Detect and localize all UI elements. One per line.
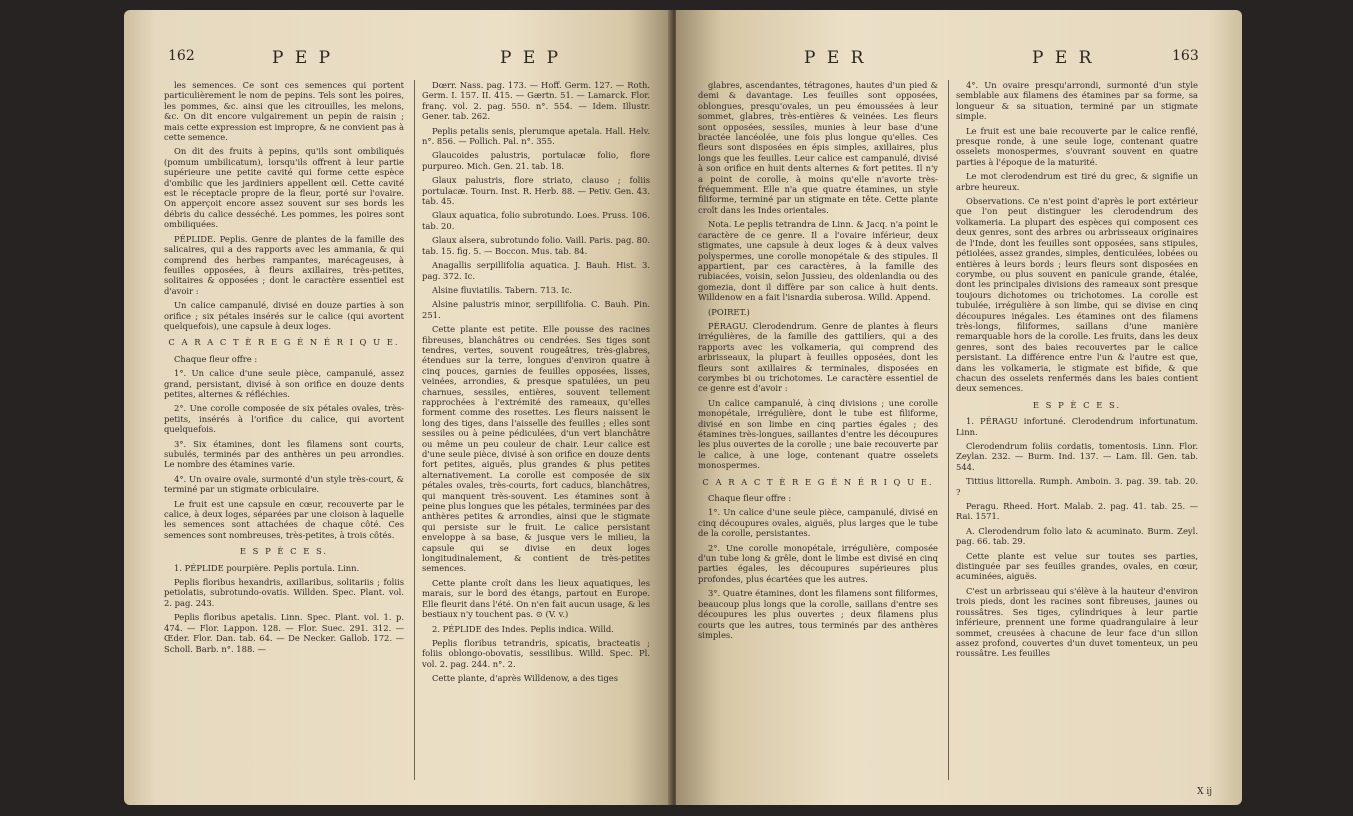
left-running-head-1: P E P xyxy=(272,48,334,68)
paragraph: E S P È C E S. xyxy=(239,546,329,557)
paragraph: 3°. Quatre étamines, dont les filamens sont filiformes, beaucoup plus longs que la corolle, saillans d'entre ses découpures les plus ouvertes ; deux filamens plus courts que les autres, tous terminés par des anthères simples. xyxy=(698,588,938,640)
right-column-2 xyxy=(956,80,1198,663)
paragraph: Nota. Le peplis tetrandra de Linn. & Jacq. n'a point le caractère de ce genre. Il a l'ovaire inférieur, deux stigmates, une capsule à deux loges & à deux valves polyspermes, une corolle monopétale & des stipules. Il appartient, par ces caractères, à la famille des rubiacées, voisin, selon Jussieu, des oldenlandia ou des gomezia, dont il diffère par son calice à huit dents. Willdenow en a fait l'isnardia suberosa. Willd. Append. xyxy=(698,219,938,303)
paragraph: 4°. Un ovaire ovale, surmonté d'un style très-court, & terminé par un stigmate orbiculaire. xyxy=(164,473,404,495)
paragraph: les semences. Ce sont ces semences qui portent particulièrement le nom de pepins. Tels sont les poires, les pommes, &c. ainsi que les citrouilles, les melons, &c. On dit encore vulgairement un pepin de raisin ; mais cette expression est impropre, & ne convient pas à cette semence. xyxy=(164,80,404,143)
paragraph: E S P È C E S. xyxy=(1032,399,1122,410)
right-page xyxy=(676,10,1242,805)
paragraph: Glaucoides palustris, portulacæ folio, flore purpureo. Mich. Gen. 21. tab. 18. xyxy=(422,150,650,171)
paragraph: Peplis floribus apetalis. Linn. Spec. Plant. vol. 1. p. 474. — Flor. Lappon. 128. — Flor. Suec. 291. 312. — Œder. Flor. Dan. tab. 64. — De Necker. Gallob. 172. — Scholl. Barb. n°. 188. — xyxy=(164,612,404,654)
paragraph: PÉPLIDE. Peplis. Genre de plantes de la famille des salicaires, qui a des rapports avec les ammania, & qui comprend des herbes rampantes, marécageuses, à feuilles opposées, à fleurs axillaires, très-petites, solitaires & opposées ; dont le caractère essentiel est d'avoir : xyxy=(164,233,404,296)
paragraph: Chaque fleur offre : xyxy=(708,493,792,504)
paragraph: 1°. Un calice d'une seule pièce, campanulé, divisé en cinq découpures ovales, aiguës, plus larges que le tube de la corolle, persistantes. xyxy=(698,507,938,539)
paragraph: Glaux palustris, flore striato, clauso ; foliis portulacæ. Tourn. Inst. R. Herb. 88. — Petiv. Gen. 43. tab. 45. xyxy=(422,175,650,207)
paragraph: glabres, ascendantes, tétragones, hautes d'un pied & demi & davantage. Les feuilles sont opposées, oblongues, presqu'ovales, un peu émoussées à leur sommet, glabres, très-entières & veinées. Les fleurs sont opposées, sessiles, munies à leur base d'une bractée lancéolée, une fois plus longue qu'elles. Ces fleurs sont disposées en épis simples, axillaires, plus longs que les feuilles. Leur calice est campanulé, divisé à son orifice en huit dents alternes & fort petites. Il n'y a point de corolle, à moins qu'elle n'avorte très-fréquemment. Elle n'a que quatre étamines, un style filiforme, terminé par un stigmate en tête. Cette plante croît dans les Indes orientales. xyxy=(698,80,938,215)
paragraph: 2. PÉPLIDE des Indes. Peplis indica. Willd. xyxy=(432,623,614,634)
paragraph: 1°. Un calice d'une seule pièce, campanulé, assez grand, persistant, divisé à son orifice en douze dents petites, alternes & réfléchies. xyxy=(164,368,404,399)
column-rule xyxy=(414,80,415,780)
right-page-number: 163 xyxy=(1172,48,1199,64)
paragraph: Alsine palustris minor, serpillifolia. C. Bauh. Pin. 251. xyxy=(422,299,650,320)
right-column-1 xyxy=(698,80,938,644)
paragraph: (POIRET.) xyxy=(708,306,750,317)
left-running-head-2: P E P xyxy=(500,48,562,68)
paragraph: Le mot clerodendrum est tiré du grec, & signifie un arbre heureux. xyxy=(956,171,1198,192)
paragraph: Glaux aquatica, folio subrotundo. Loes. Pruss. 106. tab. 20. xyxy=(422,210,650,231)
left-column-2 xyxy=(422,80,650,688)
paragraph: A. Clerodendrum folio lato & acuminato. Burm. Zeyl. pag. 66. tab. 29. xyxy=(956,525,1198,547)
left-column-1 xyxy=(164,80,404,658)
paragraph: 3°. Six étamines, dont les filamens sont courts, subulés, terminés par des anthères un peu arrondies. Le nombre des étamines varie. xyxy=(164,438,404,470)
paragraph: Le fruit est une capsule en cœur, recouverte par le calice, à deux loges, séparées par une cloison à laquelle les semences sont attachées de chaque côté. Ces semences sont nombreuses, très-petites, à trois côtés. xyxy=(164,498,404,540)
paragraph: Cette plante est velue sur toutes ses parties, distinguée par ses feuilles grandes, ovales, en cœur, acuminées, aiguës. xyxy=(956,550,1198,582)
paragraph: Observations. Ce n'est point d'après le port extérieur que l'on peut distinguer les clerodendrum des volkameria. La plupart des espèces qui composent ces deux genres, sont des arbres ou arbrisseaux originaires de l'Inde, dont les feuilles sont opposées, sans stipules, pétiolées, assez grandes, simples, denticulées, lobées ou entières à leurs bords ; leurs fleurs sont disposées en corymbe, ou plus souvent en panicule grande, étalée, dont les principales divisions des rameaux sont presque toujours dichotomes ou trichotomes. La corolle est tubulée, irrégulière à son limbe, qui se divise en cinq découpures inégales. Les étamines ont des filamens très-longs, filiformes, saillans d'une manière remarquable hors de la corolle. Les fruits, dans les deux genres, sont des baies recouvertes par le calice persistant. La différence entre l'un & l'autre est que, dans les volkameria, le stigmate est bifide, & que chacun des osselets renfermés dans les baies contient deux semences. xyxy=(956,196,1198,394)
paragraph: 1. PÉRAGU infortuné. Clerodendrum infortunatum. Linn. xyxy=(956,416,1198,437)
paragraph: C A R A C T È R E G É N É R I Q U E. xyxy=(702,476,934,487)
paragraph: Alsine fluviatilis. Tabern. 713. Ic. xyxy=(432,284,573,295)
paragraph: PÉRAGU. Clerodendrum. Genre de plantes à fleurs irrégulières, de la famille des gattiliers, qui a des rapports avec les volkameria, qui comprend des arbrisseaux, la plupart à feuilles opposées, dont les fleurs sont axillaires & terminales, disposées en corymbes bi ou trichotomes. Le caractère essentiel de ce genre est d'avoir : xyxy=(698,320,938,394)
paragraph: On dit des fruits à pepins, qu'ils sont ombiliqués (pomum umbilicatum), lorsqu'ils offrent à leur partie supérieure une petite cavité qui forme cette espèce d'ombilic que les jardiniers appellent œil. Cette cavité est le réceptacle propre de la fleur, porté sur l'ovaire. On apperçoit encore assez souvent sur ses bords les débris du calice desséché. Les pommes, les poires sont ombiliquées. xyxy=(164,146,404,230)
paragraph: Cette plante est petite. Elle pousse des racines fibreuses, blanchâtres ou cendrées. Ses tiges sont tendres, vertes, souvent rougeâtres, très-glabres, étendues sur la terre, longues d'environ quatre à cinq pouces, garnies de feuilles opposées, lisses, veinées, arrondies, & presque spatulées, un peu charnues, sessiles, entières, souvent tellement rapprochées à l'extrémité des rameaux, qu'elles forment comme des rosettes. Les fleurs naissent le long des tiges, dans l'aisselle des feuilles ; elles sont sessiles ou à peine pédiculées, d'un vert blanchâtre ou même un peu couleur de chair. Leur calice est d'une seule pièce, divisé à son orifice en douze dents fort petites, aiguës, plus grandes & plus petites alternativement. La corolle est composée de six pétales ovales, très-courts, fort caducs, blanchâtres, qui manquent très-souvent. Les étamines sont à peine plus longues que les pétales, terminées par des anthères petites & arrondies, ainsi que le stigmate qui persiste sur le fruit. Le calice persistant enveloppe à sa base, & jusque vers le milieu, la capsule qui se divise en deux loges longitudinalement, & contient de très-petites semences. xyxy=(422,324,650,574)
paragraph: Cette plante, d'après Willdenow, a des tiges xyxy=(432,673,619,684)
signature-mark: X ij xyxy=(1197,787,1212,797)
paragraph: Peplis petalis senis, plerumque apetala. Hall. Helv. n°. 856. — Pollich. Pal. n°. 355. xyxy=(422,125,650,147)
paragraph: Peplis floribus tetrandris, spicatis, bracteatis ; foliis oblongo-obovatis, sessilibus. Willd. Spec. Pl. vol. 2. pag. 244. n°. 2. xyxy=(422,637,650,669)
left-page xyxy=(124,10,672,805)
paragraph: Peragu. Rheed. Hort. Malab. 2. pag. 41. tab. 25. — Rai. 1571. xyxy=(956,501,1198,522)
left-page-header xyxy=(124,48,672,70)
right-running-head-1: P E R xyxy=(804,48,867,68)
paragraph: Clerodendrum foliis cordatis, tomentosis. Linn. Flor. Zeylan. 232. — Burm. Ind. 137. — Lam. Ill. Gen. tab. 544. xyxy=(956,441,1198,472)
paragraph: 4°. Un ovaire presqu'arrondi, surmonté d'un style semblable aux filamens des étamines par sa forme, sa longueur & sa situation, terminé par un stigmate simple. xyxy=(956,80,1198,122)
paragraph: Cette plante croît dans les lieux aquatiques, les marais, sur le bord des étangs, partout en Europe. Elle fleurit dans l'été. On n'en fait aucun usage, & les bestiaux n'y touchent pas. ⊙ (V. v.) xyxy=(422,577,650,620)
paragraph: C'est un arbrisseau qui s'élève à la hauteur d'environ trois pieds, dont les racines sont fibreuses, jaunes ou roussâtres. Ses tiges, cylindriques à leur partie inférieure, prennent une forme quadrangulaire à leur sommet, creusées à chacune de leur face d'un sillon assez profond, couvertes d'un duvet tomenteux, un peu roussâtre. Les feuilles xyxy=(956,585,1198,659)
paragraph: Glaux alsera, subrotundo folio. Vaill. Paris. pag. 80. tab. 15. fig. 5. — Boccon. Mus. tab. 84. xyxy=(422,235,650,256)
paragraph: 2°. Une corolle monopétale, irrégulière, composée d'un tube long & grêle, dont le limbe est divisé en cinq parties égales, les découpures supérieures plus profondes, plus écartées que les autres. xyxy=(698,542,938,584)
right-page-header xyxy=(676,48,1242,70)
paragraph: Dœrr. Nass. pag. 173. — Hoff. Germ. 127. — Roth. Germ. I. 157. II. 415. — Gærtn. 51. — Lamarck. Flor. franç. vol. 2. pag. 550. n°. 554. — Idem. Illustr. Gener. tab. 262. xyxy=(422,80,650,122)
paragraph: Le fruit est une baie recouverte par le calice renflé, presque ronde, à une seule loge, contenant quatre osselets monospermes, s'ouvrant souvent en quatre parties à l'époque de la maturité. xyxy=(956,125,1198,167)
column-rule xyxy=(948,80,949,780)
paragraph: C A R A C T È R E G É N É R I Q U E. xyxy=(168,337,400,348)
paragraph: Chaque fleur offre : xyxy=(174,353,258,364)
paragraph: 1. PÉPLIDE pourpière. Peplis portula. Linn. xyxy=(174,562,360,573)
paragraph: Un calice campanulé, divisé en douze parties à son orifice ; six pétales insérés sur le calice (qui avortent quelquefois), une capsule à deux loges. xyxy=(164,300,404,331)
paragraph: Tittius littorella. Rumph. Amboin. 3. pag. 39. tab. 20. ? xyxy=(956,476,1198,497)
paragraph: Un calice campanulé, à cinq divisions ; une corolle monopétale, irrégulière, dont le tube est filiforme, divisé en son limbe en cinq parties égales ; des étamines très-longues, saillantes d'entre les découpures les plus ouvertes de la corolle ; une baie recouverte par le calice, à une loge, contenant quatre osselets monospermes. xyxy=(698,397,938,471)
paragraph: 2°. Une corolle composée de six pétales ovales, très-petits, insérés à l'orifice du calice, qui avortent quelquefois. xyxy=(164,403,404,435)
right-running-head-2: P E R xyxy=(1032,48,1095,68)
left-page-number: 162 xyxy=(168,48,195,64)
paragraph: Peplis floribus hexandris, axillaribus, solitariis ; foliis petiolatis, subrotundo-ovatis. Willden. Spec. Plant. vol. 2. pag. 243. xyxy=(164,577,404,608)
paragraph: Anagallis serpillifolia aquatica. J. Bauh. Hist. 3. pag. 372. Ic. xyxy=(422,260,650,281)
